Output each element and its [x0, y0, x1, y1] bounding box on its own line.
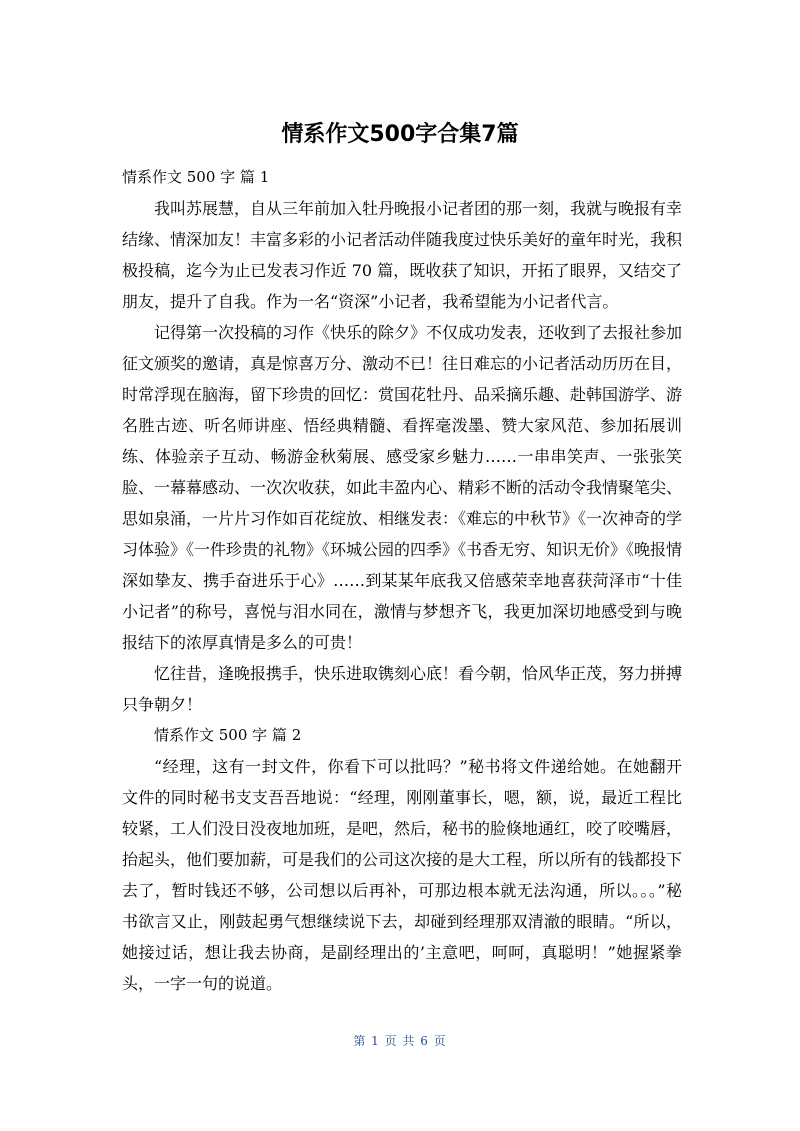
- section-heading-2: 情系作文 500 字 篇 2: [154, 726, 302, 744]
- document-body: [122, 162, 682, 999]
- paragraph: 我叫苏展慧，自从三年前加入牡丹晚报小记者团的那一刻，我就与晚报有幸结缘、情深加友！丰富多彩的小记者活动伴随我度过快乐美好的童年时光，我积极投稿，迄今为止已发表习作近 70 篇，既收获了知识，开拓了眼界，又结交了朋友，提升了自我。作为一名“资深”小记者，我希望能为小记者代言。: [122, 199, 683, 311]
- section-heading-1: 情系作文 500 字 篇 1: [122, 168, 270, 186]
- paragraph: 忆往昔，逢晚报携手，快乐进取镌刻心底！看今朝，恰风华正茂，努力拼搏只争朝夕！: [122, 664, 683, 714]
- document-title: 情系作文500字合集7篇: [281, 122, 519, 147]
- page-number-label: 第 1 页 共 6 页: [353, 1034, 447, 1048]
- paragraph: “经理，这有一封文件，你看下可以批吗？”秘书将文件递给她。在她翻开文件的同时秘书支支吾吾地说：“经理，刚刚董事长，嗯，额，说，最近工程比较紧，工人们没日没夜地加班，是吧，然后，秘书的脸倏地通红，咬了咬嘴唇，抬起头，他们要加薪，可是我们的公司这次接的是大工程，所以所有的钱都投下去了，暂时钱还不够，公司想以后再补，可那边根本就无法沟通，所以。。。”秘书欲言又止，刚鼓起勇气想继续说下去，却碰到经理那双清澈的眼睛。“所以，她接过话，想让我去协商，是副经理出的’主意吧，呵呵，真聪明！”她握紧拳头，一字一句的说道。: [122, 757, 683, 993]
- page-footer: [0, 1032, 800, 1049]
- paragraph: 记得第一次投稿的习作《快乐的除夕》不仅成功发表，还收到了去报社参加征文颁奖的邀请，真是惊喜万分、激动不已！往日难忘的小记者活动历历在目，时常浮现在脑海，留下珍贵的回忆：赏国花牡丹、品采摘乐趣、赴韩国游学、游名胜古迹、听名师讲座、悟经典精髓、看挥毫泼墨、赞大家风范、参加拓展训练、体验亲子互动、畅游金秋菊展、感受家乡魅力……一串串笑声、一张张笑脸、一幕幕感动、一次次收获，如此丰盈内心、精彩不断的活动令我情聚笔尖、思如泉涌，一片片习作如百花绽放、相继发表：《难忘的中秋节》《一次神奇的学习体验》《一件珍贵的礼物》《环城公园的四季》《书香无穷、知识无价》《晚报情深如挚友、携手奋进乐于心》……到某某年底我又倍感荣幸地喜获菏泽市“十佳小记者”的称号，喜悦与泪水同在，激情与梦想齐飞，我更加深切地感受到与晚报结下的浓厚真情是多么的可贵！: [122, 323, 683, 652]
